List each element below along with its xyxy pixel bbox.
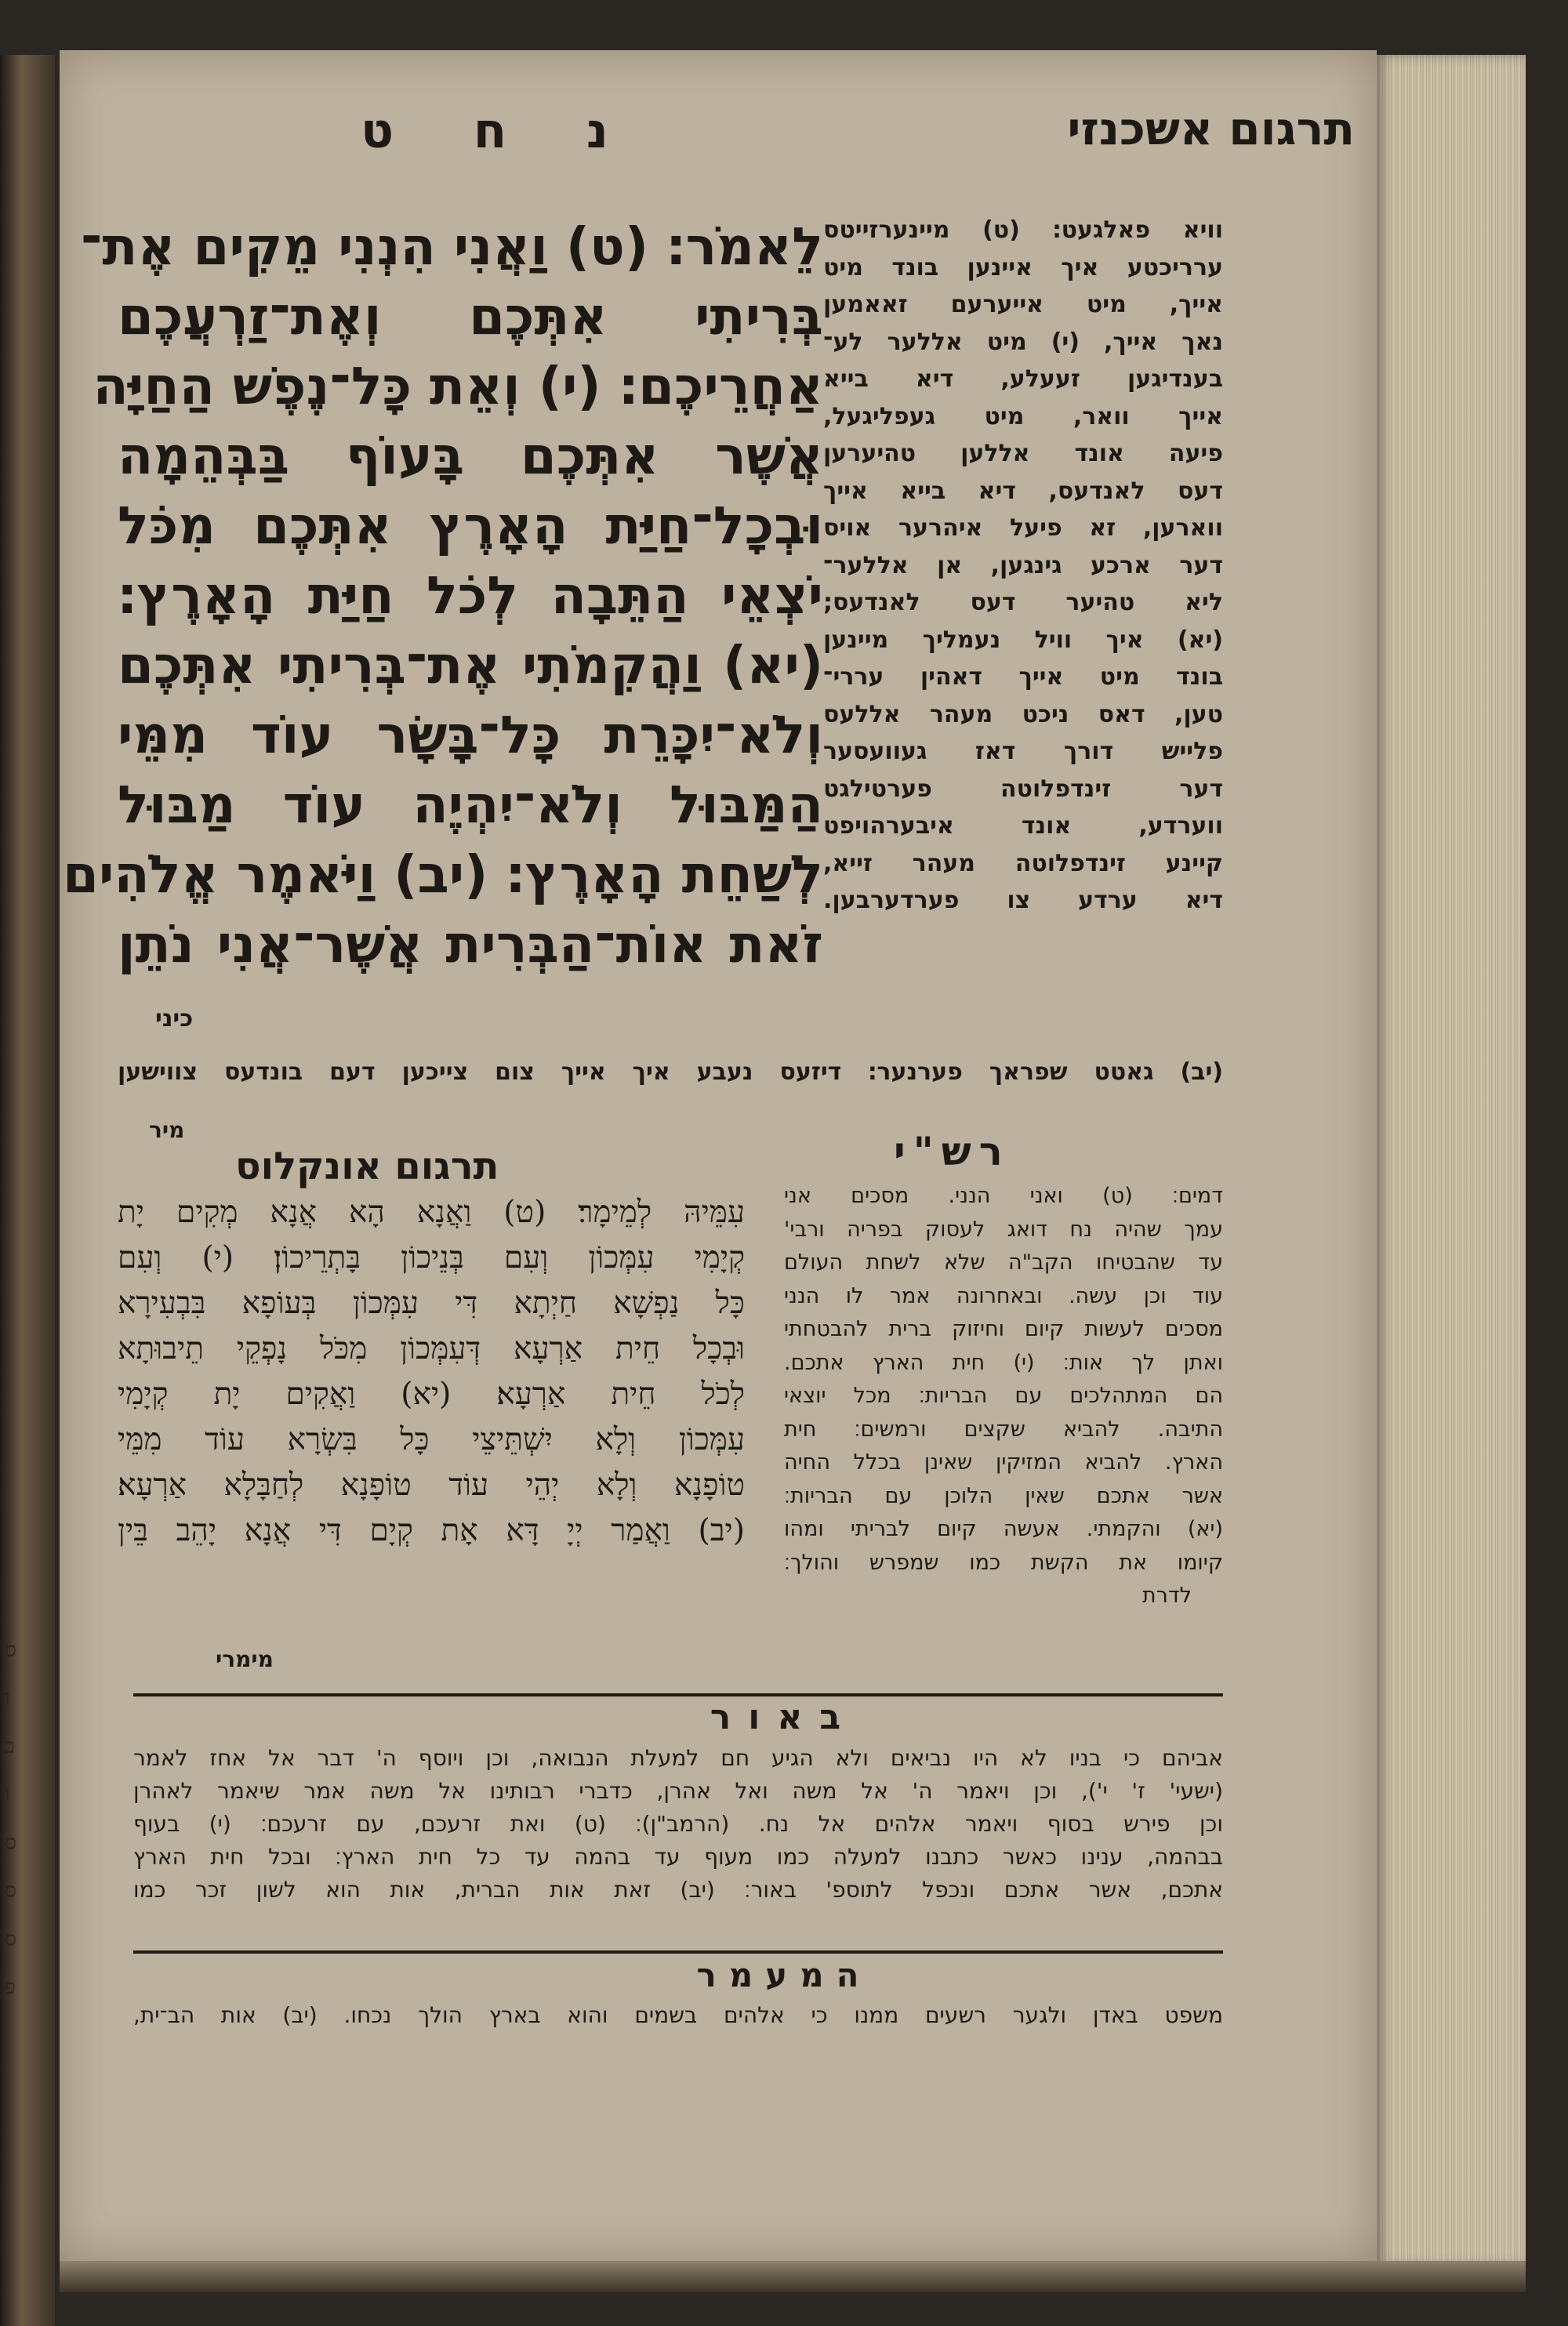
yiddish-line: (יא) איך וויל נעמליך מיינען (823, 626, 1223, 654)
meamar-title: המעמר (696, 1956, 872, 1994)
main-text-line: הַמַּבּוּל וְלֹא־יִהְיֶה עוֹד מַבּוּל (118, 775, 823, 835)
rashi-line: דמים׃ (ט) ואני הנני. מסכים אני (784, 1184, 1223, 1208)
main-text-line: לֵאמֹר׃ (ט) וַאֲנִי הִנְנִי מֵקִים אֶת־ (81, 216, 823, 277)
biur-line: (ישעי' ז' י'), וכן ויאמר ה' אל משה ואל אהרן, כדברי רבותינו אל משה אמר שיאמר לאהרן (133, 1778, 1223, 1804)
onkelos-line: קְיָמִי עִמְּכוֹן וְעִם בְּנֵיכוֹן בָּתְרֵיכוֹן׃ (י) וְעִם (118, 1240, 745, 1275)
main-text-line: לְשַׁחֵת הָאָרֶץ׃ (יב) וַיֹּאמֶר אֱלֹהִים (63, 844, 823, 905)
rashi-line: אשר אתכם שאין הלוכן עם הבריות׃ (784, 1483, 1223, 1508)
main-catchword: כיני (155, 1005, 194, 1032)
main-text-line: אַחֲרֵיכֶם׃ (י) וְאֵת כָּל־נֶפֶשׁ הַחַיָּה (93, 356, 823, 416)
yiddish-line: ערריכטע איך איינען בונד מיט (823, 253, 1223, 281)
running-head-parsha: נ ח ט (361, 102, 640, 159)
onkelos-catchword: מימרי (216, 1646, 274, 1672)
yiddish-line: קיינע זינדפלוטה מעהר זייא, (823, 849, 1223, 877)
biur-commentary (133, 1742, 1223, 1907)
main-text-line: (יא) וַהֲקִמֹתִי אֶת־בְּרִיתִי אִתְּכֶם (118, 635, 823, 695)
margin-mark: ס (5, 1927, 16, 1951)
biur-line: בבהמה, ענינו כאשר כתבנו למעלה כמו מעוף עד בהמה עד כל חית הארץ׃ ובכל חית הארץ (133, 1844, 1223, 1870)
onkelos-line: טוֹפָנָא וְלָא יְהֵי עוֹד טוֹפָנָא לְחַבָּלָא אַרְעָא׃ (118, 1468, 745, 1503)
rashi-line: ואתן לך אות׃ (י) חית הארץ אתכם. (784, 1350, 1223, 1375)
rashi-line: הם המתהלכים עם הבריות׃ מכל יוצאי (784, 1384, 1223, 1408)
book-fore-edge (1377, 55, 1526, 2266)
yiddish-line: דעס לאנדעס, דיא בייא אייך (823, 477, 1223, 505)
rashi-line: עמך שהיה נח דואג לעסוק בפריה ורבי' (784, 1217, 1223, 1242)
yiddish-line: דער ארכע גינגען, אן אללער־ (823, 551, 1223, 579)
left-margin-marks (5, 1638, 24, 1999)
margin-mark: ו (5, 1783, 10, 1807)
yiddish-line: פלייש דורך דאז געוועסער (823, 738, 1223, 765)
yiddish-line: ליא טהיער דעס לאנדעס; (823, 589, 1223, 616)
onkelos-line: עִמֵּיהּ לְמֵימָר׃ (ט) וַאֲנָא הָא אֲנָא מְקִים יָת (118, 1195, 745, 1230)
rashi-line: מסכים לעשות קיום וחיזוק ברית להבטחתי (784, 1317, 1223, 1341)
yiddish-line: פיעה אונד אללען טהיערען (823, 440, 1223, 467)
onkelos-line: (יב) וַאֲמַר יְיָ דָּא אָת קְיָם דִּי אֲנָא יָהֵב בֵּין (118, 1513, 745, 1548)
margin-mark: כ (5, 1734, 15, 1758)
yiddish-line: וויא פאלגעט׃ (ט) מיינערזייטס (823, 216, 1223, 244)
onkelos-line: עִמְּכוֹן וְלָא יִשְׁתֵּיצֵי כָּל בִּשְׂרָא עוֹד מִמֵּי (118, 1422, 745, 1457)
rashi-line: עוד וכן עשה. ובאחרונה אמר לו הנני (784, 1283, 1223, 1308)
main-text-line: וְלֹא־יִכָּרֵת כָּל־בָּשָׂר עוֹד מִמֵּי (118, 705, 823, 765)
yiddish-line: נאך אייך, (י) מיט אללער לע־ (823, 328, 1223, 356)
main-text-line: זֹאת אוֹת־הַבְּרִית אֲשֶׁר־אֲנִי נֹתֵן (118, 914, 823, 974)
margin-mark: ס (5, 1638, 16, 1662)
yiddish-catchword: מיר (149, 1117, 185, 1143)
main-hebrew-text (63, 212, 823, 979)
yiddish-overflow-line: (יב) גאטט שפראך פערנער׃ דיזעס נעבע איך אייך צום צייכען דעם בונדעס צווישען (118, 1058, 1223, 1086)
rashi-line: התיבה. להביא שקצים ורמשים׃ חית (784, 1417, 1223, 1442)
rashi-line: עד שהבטיחו הקב"ה שלא לשחת העולם (784, 1250, 1223, 1275)
rashi-line: קיומו את הקשת כמו שמפרש והולך׃ (784, 1550, 1223, 1575)
rashi-commentary (784, 1180, 1223, 1613)
book-bottom-edge (60, 2261, 1526, 2292)
yiddish-line: דיא ערדע צו פערדערבען. (823, 887, 1223, 914)
yiddish-line: דער זינדפלוטה פערטילגט (823, 775, 1223, 803)
yiddish-line: בונד מיט אייך דאהין עררי־ (823, 663, 1223, 691)
meamar-top-rule (133, 1950, 1223, 1954)
rashi-last-word: לדרת (1142, 1584, 1192, 1608)
onkelos-text (118, 1190, 745, 1554)
onkelos-line: כָּל נַפְשָׁא חַיְתָא דִּי עִמְּכוֹן בְּעוֹפָא בִּבְעִירָא (118, 1286, 745, 1321)
yiddish-line: אייך, מיט אייערעם זאאמען (823, 291, 1223, 318)
onkelos-line: לְכֹל חֵית אַרְעָא׃ (יא) וַאֲקִים יָת קְיָמִי (118, 1377, 745, 1412)
main-text-line: אֲשֶׁר אִתְּכֶם בָּעוֹף בַּבְּהֵמָה (118, 426, 823, 486)
margin-mark: ס (5, 1831, 16, 1855)
running-head-targum-ashkenazi: תרגום אשכנזי (1067, 102, 1355, 155)
biur-top-rule (133, 1693, 1223, 1696)
onkelos-title: תרגום אונקלוס (235, 1145, 499, 1188)
yiddish-translation-column (823, 212, 1223, 920)
rashi-line: הארץ. להביא המזיקין שאינן בכלל החיה (784, 1450, 1223, 1475)
main-text-line: בְּרִיתִי אִתְּכֶם וְאֶת־זַרְעֲכֶם (118, 286, 823, 347)
biur-line: וכן פירש בסוף ויאמר אלהים אל נח. (הרמב"ן)׃ (ט) ואת זרעכם, עם זרעכם׃ (י) בעוף (133, 1811, 1223, 1837)
margin-mark: ו (5, 1686, 10, 1711)
yiddish-line: בענדיגען זעעלע, דיא בייא (823, 365, 1223, 393)
rashi-title: רש"י (894, 1129, 1011, 1174)
biur-line: אתכם, אשר אתכם ונכפל לתוספ' באור׃ (יב) זאת אות הברית, אות הוא לשון זכר כמו (133, 1877, 1223, 1903)
main-text-line: יֹצְאֵי הַתֵּבָה לְכֹל חַיַּת הָאָרֶץ׃ (118, 565, 823, 626)
rashi-line: (יא) והקמתי. אעשה קיום לבריתי ומהו (784, 1517, 1223, 1541)
yiddish-line: טען, דאס ניכט מעהר אללעס (823, 700, 1223, 728)
margin-mark: פ (5, 1975, 16, 1999)
main-text-line: וּבְכָל־חַיַּת הָאָרֶץ אִתְּכֶם מִכֹּל (118, 495, 823, 556)
meamar-line: משפט באדן ולגער רשעים ממנו כי אלהים בשמים והוא בארץ הולך נכחו. (יב) אות הב־ית, (133, 2002, 1223, 2028)
yiddish-line: ווארען, זא פיעל איהרער אויס (823, 514, 1223, 542)
biur-title: באור (710, 1697, 858, 1737)
yiddish-line: אייך וואר, מיט געפליגעל, (823, 402, 1223, 430)
onkelos-line: וּבְכָל חֵית אַרְעָא דְּעִמְּכוֹן מִכֹּל נָפְקֵי תֵיבוּתָא (118, 1331, 745, 1366)
biur-line: אביהם כי בניו לא היו נביאים ולא הגיע חם למעלת הנבואה, וכן ויוסף ה' דבר אל אחז לאמר (133, 1745, 1223, 1771)
yiddish-line: ווערדע, אונד איבערהויפט (823, 812, 1223, 840)
margin-mark: ס (5, 1879, 16, 1903)
